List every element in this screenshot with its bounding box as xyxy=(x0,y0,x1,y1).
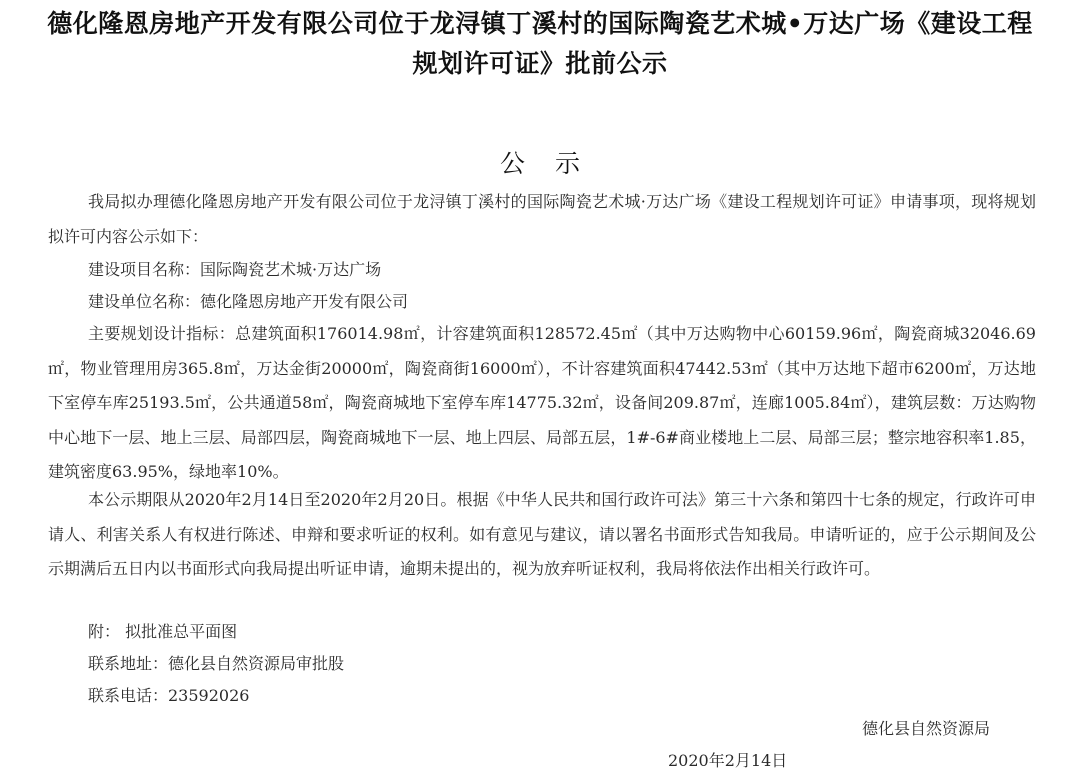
builder-name-line: 建设单位名称：德化隆恩房地产开发有限公司 xyxy=(88,292,409,311)
headline-line-2: 规划许可证》批前公示 xyxy=(412,49,668,78)
notice-title: 公示 xyxy=(499,149,610,178)
planning-indicators-paragraph: 主要规划设计指标：总建筑面积176014.98㎡，计容建筑面积128572.45㎡（其中万达购物中心60159.96㎡，陶瓷商城32046.69㎡，物业管理用房365.8㎡，万达金街20000㎡，陶瓷商街16000㎡），不计容建筑面积47442.53㎡（其中万达地下超市6200㎡，万达地下室停车库25193.5㎡，公共通道58㎡，陶瓷商城地下室停车库14775.32㎡，设备间209.87㎡，连廊1005.84㎡），建筑层数：万达购物中心地下一层、地上三层、局部四层，陶瓷商城地下一层、地上四层、局部五层，1#-6#商业楼地上二层、局部三层；整宗地容积率1.85，建筑密度63.95%，绿地率10%。 xyxy=(48,324,1036,481)
notice-period-paragraph: 本公示期限从2020年2月14日至2020年2月20日。根据《中华人民共和国行政许可法》第三十六条和第四十七条的规定，行政许可申请人、利害关系人有权进行陈述、申辩和要求听证的权利。如有意见与建议，请以署名书面形式告知我局。申请听证的，应于公示期间及公示期满后五日内以书面形式向我局提出听证申请，逾期未提出的，视为放弃听证权利，我局将依法作出相关行政许可。 xyxy=(48,490,1036,578)
contact-address-line: 联系地址：德化县自然资源局审批股 xyxy=(88,654,345,673)
headline-line-1: 德化隆恩房地产开发有限公司位于龙浔镇丁溪村的国际陶瓷艺术城•万达广场《建设工程 xyxy=(47,9,1033,38)
signature-date: 2020年2月14日 xyxy=(668,751,788,770)
contact-phone-line: 联系电话：23592026 xyxy=(88,686,250,705)
attachment-line: 附： 拟批准总平面图 xyxy=(88,622,238,641)
intro-paragraph: 我局拟办理德化隆恩房地产开发有限公司位于龙浔镇丁溪村的国际陶瓷艺术城·万达广场《建设工程规划许可证》申请事项，现将规划拟许可内容公示如下： xyxy=(48,192,1036,246)
project-name-line: 建设项目名称：国际陶瓷艺术城·万达广场 xyxy=(88,260,382,279)
signature-organization: 德化县自然资源局 xyxy=(862,719,991,738)
